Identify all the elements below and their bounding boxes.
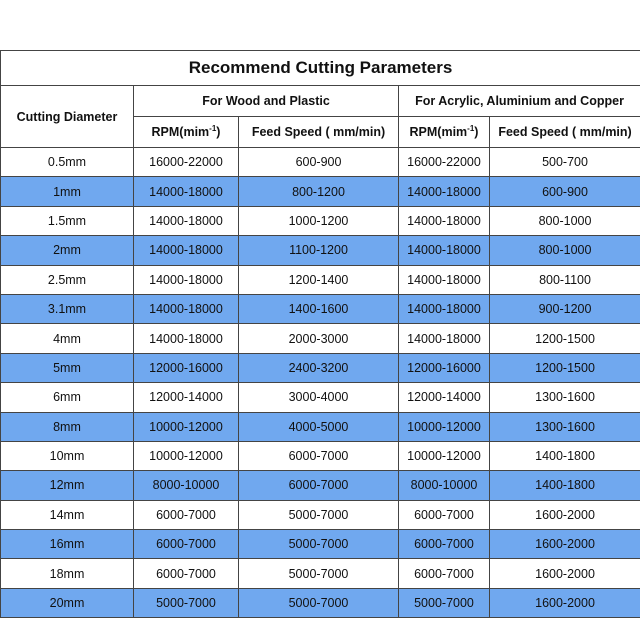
rpm-superscript: -1 — [209, 124, 217, 134]
rpm-metal-cell: 14000-18000 — [399, 294, 490, 323]
feed-wood-cell: 6000-7000 — [239, 441, 399, 470]
feed-wood-cell: 5000-7000 — [239, 588, 399, 617]
rpm-label: RPM(mim — [409, 125, 468, 140]
feed-metal-cell: 1600-2000 — [490, 588, 640, 617]
rpm-metal-cell: 5000-7000 — [399, 588, 490, 617]
cutting-diameter-cell: 14mm — [1, 500, 134, 529]
rpm-metal-cell: 8000-10000 — [399, 471, 490, 500]
feed-wood-cell: 2400-3200 — [239, 353, 399, 382]
rpm-metal-cell: 14000-18000 — [399, 206, 490, 235]
header-wood-plastic: For Wood and Plastic — [134, 86, 399, 117]
cutting-diameter-cell: 12mm — [1, 471, 134, 500]
rpm-wood-cell: 6000-7000 — [134, 530, 239, 559]
feed-wood-cell: 2000-3000 — [239, 324, 399, 353]
cutting-diameter-cell: 16mm — [1, 530, 134, 559]
feed-metal-cell: 800-1000 — [490, 236, 640, 265]
feed-metal-cell: 500-700 — [490, 148, 640, 177]
rpm-wood-cell: 14000-18000 — [134, 206, 239, 235]
rpm-metal-cell: 6000-7000 — [399, 530, 490, 559]
feed-wood-cell: 800-1200 — [239, 177, 399, 206]
table-row — [1, 441, 640, 470]
rpm-wood-cell: 8000-10000 — [134, 471, 239, 500]
feed-metal-cell: 1200-1500 — [490, 353, 640, 382]
rpm-metal-cell: 10000-12000 — [399, 412, 490, 441]
rpm-superscript: -1 — [467, 124, 475, 134]
rpm-wood-cell: 14000-18000 — [134, 324, 239, 353]
feed-metal-cell: 1300-1600 — [490, 383, 640, 412]
rpm-wood-cell: 5000-7000 — [134, 588, 239, 617]
cutting-diameter-cell: 2.5mm — [1, 265, 134, 294]
rpm-metal-cell: 14000-18000 — [399, 236, 490, 265]
feed-metal-cell: 800-1100 — [490, 265, 640, 294]
table-row — [1, 500, 640, 529]
feed-wood-cell: 4000-5000 — [239, 412, 399, 441]
rpm-wood-cell: 6000-7000 — [134, 559, 239, 588]
table-row — [1, 294, 640, 323]
table-row — [1, 530, 640, 559]
feed-wood-cell: 1100-1200 — [239, 236, 399, 265]
table-row — [1, 588, 640, 617]
cutting-diameter-cell: 20mm — [1, 588, 134, 617]
cutting-parameters-table — [0, 50, 640, 618]
feed-metal-cell: 1200-1500 — [490, 324, 640, 353]
feed-metal-cell: 1600-2000 — [490, 559, 640, 588]
rpm-wood-cell: 12000-16000 — [134, 353, 239, 382]
rpm-suffix: ) — [216, 125, 221, 140]
cutting-diameter-cell: 1mm — [1, 177, 134, 206]
cutting-diameter-cell: 0.5mm — [1, 148, 134, 177]
rpm-wood-cell: 14000-18000 — [134, 265, 239, 294]
cutting-diameter-cell: 10mm — [1, 441, 134, 470]
feed-metal-cell: 1600-2000 — [490, 530, 640, 559]
header-cutting-diameter: Cutting Diameter — [1, 86, 134, 148]
feed-metal-cell: 800-1000 — [490, 206, 640, 235]
rpm-metal-cell: 16000-22000 — [399, 148, 490, 177]
cutting-diameter-cell: 1.5mm — [1, 206, 134, 235]
feed-metal-cell: 1400-1800 — [490, 441, 640, 470]
table-row — [1, 471, 640, 500]
table-row — [1, 324, 640, 353]
rpm-wood-cell: 12000-14000 — [134, 383, 239, 412]
table-row — [1, 236, 640, 265]
feed-wood-cell: 1400-1600 — [239, 294, 399, 323]
header-acrylic-aluminium-copper: For Acrylic, Aluminium and Copper — [399, 86, 640, 117]
rpm-wood-cell: 14000-18000 — [134, 294, 239, 323]
rpm-label: RPM(mim — [151, 125, 210, 140]
rpm-metal-cell: 6000-7000 — [399, 559, 490, 588]
rpm-metal-cell: 10000-12000 — [399, 441, 490, 470]
table-row — [1, 412, 640, 441]
rpm-wood-cell: 6000-7000 — [134, 500, 239, 529]
rpm-suffix: ) — [474, 125, 479, 140]
cutting-diameter-cell: 4mm — [1, 324, 134, 353]
table-row — [1, 206, 640, 235]
rpm-wood-cell: 14000-18000 — [134, 236, 239, 265]
table-body — [1, 148, 640, 618]
feed-wood-cell: 1200-1400 — [239, 265, 399, 294]
feed-wood-cell: 1000-1200 — [239, 206, 399, 235]
feed-wood-cell: 5000-7000 — [239, 500, 399, 529]
table-row — [1, 383, 640, 412]
cutting-diameter-cell: 5mm — [1, 353, 134, 382]
header-feed-wood: Feed Speed ( mm/min) — [239, 117, 399, 148]
table-row — [1, 353, 640, 382]
cutting-diameter-cell: 2mm — [1, 236, 134, 265]
cutting-diameter-cell: 3.1mm — [1, 294, 134, 323]
rpm-metal-cell: 6000-7000 — [399, 500, 490, 529]
feed-wood-cell: 5000-7000 — [239, 530, 399, 559]
rpm-metal-cell: 14000-18000 — [399, 265, 490, 294]
rpm-metal-cell: 14000-18000 — [399, 177, 490, 206]
feed-wood-cell: 3000-4000 — [239, 383, 399, 412]
header-rpm-metal — [399, 117, 490, 148]
table-row — [1, 559, 640, 588]
cutting-diameter-cell: 18mm — [1, 559, 134, 588]
table-row — [1, 177, 640, 206]
table-row — [1, 265, 640, 294]
feed-metal-cell: 1600-2000 — [490, 500, 640, 529]
feed-metal-cell: 900-1200 — [490, 294, 640, 323]
rpm-wood-cell: 14000-18000 — [134, 177, 239, 206]
cutting-parameters-table-wrapper — [0, 50, 640, 618]
rpm-metal-cell: 12000-16000 — [399, 353, 490, 382]
feed-wood-cell: 5000-7000 — [239, 559, 399, 588]
header-rpm-wood — [134, 117, 239, 148]
rpm-metal-cell: 12000-14000 — [399, 383, 490, 412]
rpm-metal-cell: 14000-18000 — [399, 324, 490, 353]
feed-wood-cell: 6000-7000 — [239, 471, 399, 500]
header-feed-metal: Feed Speed ( mm/min) — [490, 117, 640, 148]
rpm-wood-cell: 10000-12000 — [134, 441, 239, 470]
cutting-diameter-cell: 8mm — [1, 412, 134, 441]
table-row — [1, 148, 640, 177]
table-title: Recommend Cutting Parameters — [1, 51, 640, 86]
rpm-wood-cell: 16000-22000 — [134, 148, 239, 177]
cutting-diameter-cell: 6mm — [1, 383, 134, 412]
rpm-wood-cell: 10000-12000 — [134, 412, 239, 441]
feed-wood-cell: 600-900 — [239, 148, 399, 177]
feed-metal-cell: 1300-1600 — [490, 412, 640, 441]
feed-metal-cell: 600-900 — [490, 177, 640, 206]
feed-metal-cell: 1400-1800 — [490, 471, 640, 500]
